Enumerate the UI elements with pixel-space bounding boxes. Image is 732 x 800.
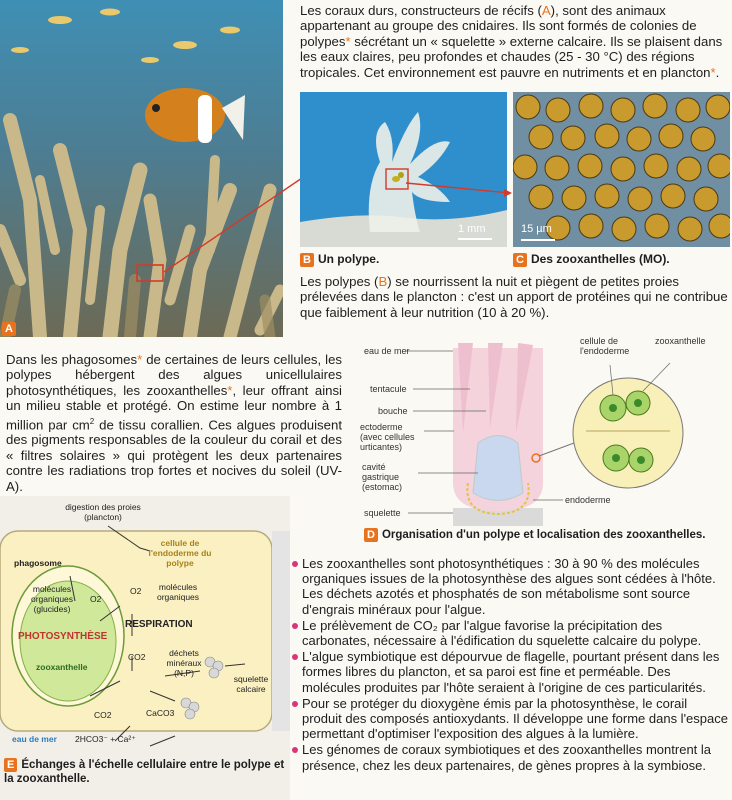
scale-bar-15um	[521, 239, 555, 241]
list-item: L'algue symbiotique est dépourvue de flagelle, pourtant présent dans les formes libres du plancton, et sa paroi est fine et perméable. Des molécules produites par l'hôte seraient à l'origine de ces particularités.	[292, 649, 728, 695]
scale-label-1mm: 1 mm	[458, 223, 486, 235]
coral-reef-photo	[0, 0, 283, 337]
zoom-connector	[150, 170, 310, 280]
label-equation: 2HCO3⁻ + Ca²⁺	[75, 734, 136, 744]
scale-bar-1mm	[458, 238, 492, 240]
photo-a-tag: A	[2, 322, 16, 336]
label-ectoderme: ectoderme (avec cellules urticantes)	[360, 422, 415, 452]
label-co2-bottom: CO2	[94, 710, 112, 720]
label-o2-mid: O2	[130, 586, 142, 596]
list-item: Les zooxanthelles sont photosynthétiques : 30 à 90 % des molécules organiques issues de la photosynthèse des algues sont cédées à l'hôte. Les déchets azotés et phosphatés de son métabolisme sont source d'engrais minéraux pour l'algue.	[292, 556, 728, 617]
label-co2-mid: CO2	[128, 652, 146, 662]
label-tentacule: tentacule	[370, 384, 407, 394]
intro-paragraph: Les coraux durs, constructeurs de récifs (A), sont des animaux appartenant au groupe des cnidaires. Ils sont formés de colonies de polypes* sécrétant un « squelette » externe calcaire. Ils se plaisent dans les eaux claires, peu profondes et chaudes (25 - 30 °C) des régions tropicales. Cet environnement est pauvre en nutriments et en plancton*.	[300, 3, 723, 80]
label-zooxanthelle-e: zooxanthelle	[36, 662, 88, 672]
label-phagosome: phagosome	[14, 558, 62, 568]
list-item: Les génomes de coraux symbiotiques et des zooxanthelles montrent la présence, chez les deux partenaires, de gènes propres à la symbiose.	[292, 742, 728, 772]
label-molecules-organiques-2: molécules organiques	[156, 582, 200, 602]
label-zooxanthelle-d: zooxanthelle	[655, 336, 706, 346]
label-photosynthese: PHOTOSYNTHÈSE	[18, 631, 108, 642]
coral-reef-illustration	[0, 0, 283, 337]
scale-label-15um: 15 µm	[521, 223, 552, 235]
label-respiration: RESPIRATION	[125, 619, 193, 630]
zoom-connector-2	[400, 175, 520, 205]
diagram-d-caption: D Organisation d'un polype et localisation des zooxanthelles.	[364, 528, 705, 542]
label-digestion: digestion des proies (plancton)	[65, 502, 141, 522]
label-caco3: CaCO3	[146, 708, 175, 718]
label-o2-left: O2	[90, 594, 102, 604]
photo-c-caption: C Des zooxanthelles (MO).	[513, 252, 670, 267]
phagosome-paragraph: Dans les phagosomes* de certaines de leurs cellules, les polypes hébergent des algues unicellulaires photosynthétiques, les zooxanthelles*, leur offrant ainsi un milieu stable et protégé. On estime leur nombre à 1 million par $cm^2$ de tissu corallien. Ces algues produisent des pigments responsables de la couleur du corail et des « filtres solaires » qui protègent les deux partenaires contre les radiations trop fortes et nocives du soleil (UV-A).	[6, 352, 343, 494]
symbiosis-bullet-list	[292, 556, 728, 774]
label-squelette-calcaire: squelette calcaire	[233, 674, 269, 694]
photo-b-caption: B Un polype.	[300, 252, 379, 267]
diagram-e	[0, 496, 290, 800]
list-item: Le prélèvement de CO₂ par l'algue favorise la précipitation des carbonates, nécessaire à l'édification du squelette calcaire du polype.	[292, 618, 728, 648]
label-endoderme: endoderme	[565, 495, 611, 505]
list-item: Pour se protéger du dioxygène émis par la photosynthèse, le corail produit des composés antioxydants. Il développe une forme dans l'espace permettant d'optimiser l'exposition des algues à la lumière.	[292, 696, 728, 742]
polyp-nutrition-paragraph: Les polypes (B) se nourrissent la nuit et piègent de petites proies prélevées dans le plancton : c'est un apport de protéines qui ne contribue que faiblement à leur nutrition (10 à 20 %).	[300, 274, 728, 320]
polyp-photo	[300, 92, 507, 247]
label-squelette-d: squelette	[364, 508, 401, 518]
label-molecules-organiques: molécules organiques (glucides)	[30, 584, 74, 614]
zooxanthellae-photo	[513, 92, 730, 247]
label-bouche: bouche	[378, 406, 408, 416]
diagram-e-caption: E Échanges à l'échelle cellulaire entre le polype et la zooxanthelle.	[4, 759, 285, 785]
label-eau-de-mer-e: eau de mer	[12, 734, 57, 744]
label-cavite-gastrique: cavité gastrique (estomac)	[362, 462, 403, 492]
label-eau-de-mer-d: eau de mer	[364, 346, 410, 356]
label-cellule-endoderme: cellule de l'endoderme	[580, 336, 630, 356]
label-dechets-mineraux: déchets minéraux (N,P)	[166, 648, 202, 678]
label-cellule-polype: cellule de l'endoderme du polype	[148, 538, 212, 568]
diagram-d	[358, 333, 730, 543]
